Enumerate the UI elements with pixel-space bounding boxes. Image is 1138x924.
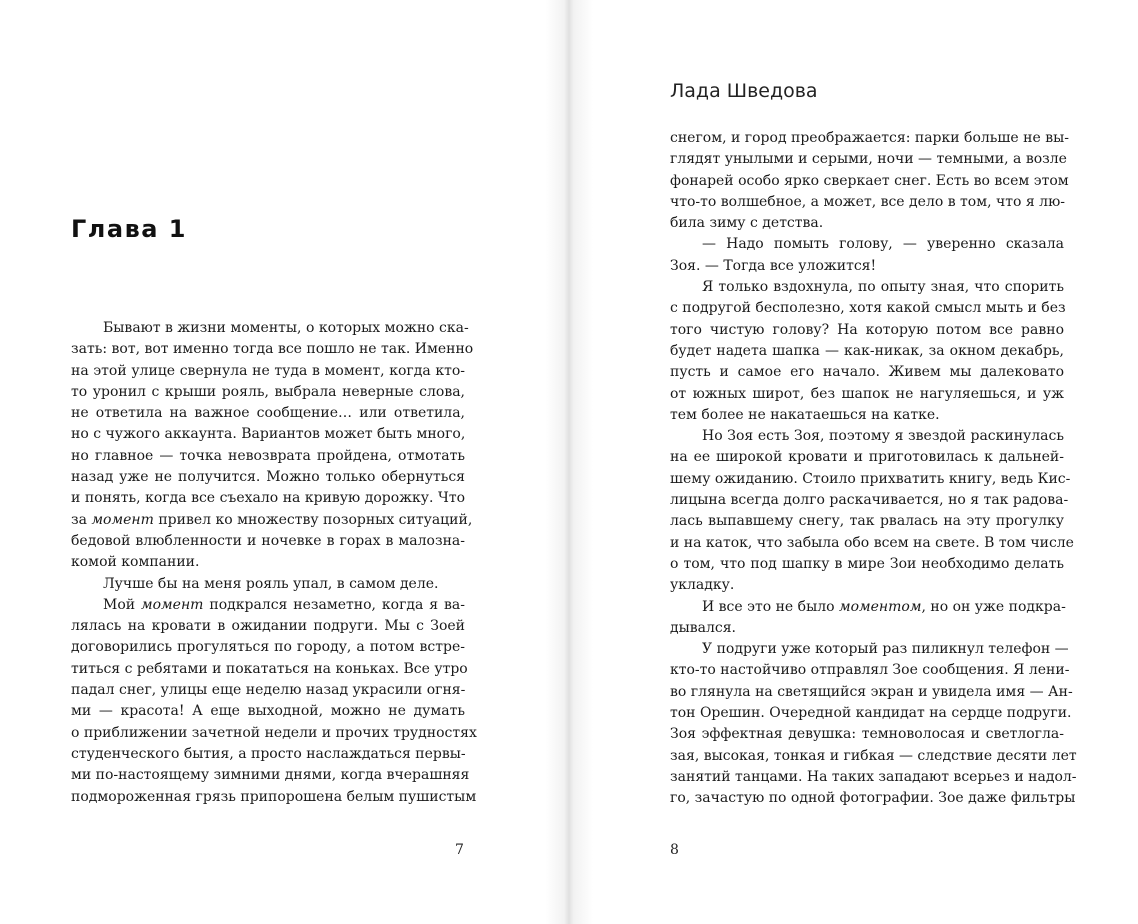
text-line: Бывают в жизни моменты, о которых можно ска-: [103, 320, 469, 336]
text-line: но с чужого аккаунта. Вариантов может быть много,: [71, 426, 466, 443]
left-page-body: [71, 318, 477, 808]
text-line: титься с ребятами и покататься на коньках. Все утро: [71, 660, 468, 677]
page-number-left: 7: [455, 842, 464, 858]
text-line: кто-то настойчиво отправлял Зое сообщения. Я лени-: [670, 662, 1070, 679]
page-number-right: 8: [670, 842, 679, 858]
text-line: зая, высокая, тонкая и гибкая — следствие десяти лет: [670, 747, 1077, 764]
right-page-body: [670, 128, 1077, 810]
text-line: назад уже не получится. Можно только обернуться: [71, 469, 465, 486]
text-line: пусть и самое его начало. Живем мы далековато: [670, 364, 1064, 381]
text-line: договорились прогуляться по городу, а потом встре-: [71, 639, 465, 656]
text-line: будет надета шапка — как-никак, за окном декабрь,: [670, 342, 1064, 359]
text-line: с подругой бесполезно, хотя какой смысл мыть и без: [670, 300, 1066, 317]
text-line: студенческого бытия, а просто наслаждаться первы-: [71, 745, 466, 762]
text-line: бедовой влюбленности и ночевке в горах в малозна-: [71, 532, 465, 549]
text-line: но главное — точка невозврата пройдена, отмотать: [71, 447, 465, 464]
text-line: Зоя эффектная девушка: темноволосая и светлогла-: [670, 726, 1064, 743]
text-line: во глянула на светящийся экран и увидела имя — Ан-: [670, 683, 1073, 700]
text-line: не ответила на важное сообщение… или ответила,: [71, 405, 465, 422]
text-line: того чистую голову? На которую потом все равно: [670, 321, 1064, 338]
text-line: И все это не было моментом, но он уже подкра-: [702, 598, 1066, 615]
text-line: Зоя. — Тогда все уложится!: [670, 257, 877, 274]
text-line: подмороженная грязь припорошена белым пушистым: [71, 788, 477, 805]
text-line: ми — красота! А еще выходной, можно не думать: [71, 703, 465, 720]
text-line: от южных широт, без шапок не нагуляешься, и уж: [670, 385, 1064, 402]
text-line: го, зачастую по одной фотографии. Зое даже фильтры: [670, 790, 1076, 807]
text-line: то уронил с крыши рояль, выбрала неверные слова,: [71, 383, 465, 400]
text-line: Мой момент подкрался незаметно, когда я ва-: [103, 596, 466, 613]
text-line: Я только вздохнула, по опыту зная, что спорить: [702, 279, 1064, 296]
text-line: лялась на кровати в ожидании подруги. Мы с Зоей: [71, 618, 465, 635]
text-line: на ее широкой кровати и приготовилась к дальней-: [670, 449, 1064, 466]
text-line: о приближении зачетной недели и прочих трудностях: [71, 724, 477, 741]
text-line: за момент привел ко множеству позорных ситуаций,: [71, 511, 473, 528]
text-line: лась выпавшему снегу, так рвалась на эту прогулку: [670, 513, 1064, 530]
text-line: ми по-настоящему зимними днями, когда вчерашняя: [71, 767, 470, 784]
text-line: комой компании.: [71, 554, 200, 571]
text-line: снегом, и город преображается: парки больше не вы-: [670, 130, 1069, 146]
text-line: тем более не накатаешься на катке.: [670, 406, 940, 423]
text-line: что-то волшебное, а может, все дело в том, что я лю-: [670, 193, 1065, 210]
text-line: на этой улице свернула не туда в момент, когда кто-: [71, 362, 465, 379]
text-line: фонарей особо ярко сверкает снег. Есть во всем этом: [670, 172, 1069, 189]
running-head-author: Лада Шведова: [670, 80, 818, 102]
chapter-title: Глава 1: [71, 215, 188, 243]
text-line: Но Зоя есть Зоя, поэтому я звездой раскинулась: [702, 428, 1064, 445]
text-line: падал снег, улицы еще неделю назад украсили огня-: [71, 682, 466, 699]
text-line: глядят унылыми и серыми, ночи — темными, а возле: [670, 151, 1067, 168]
text-line: о том, что под шапку в мире Зои необходимо делать: [670, 555, 1064, 572]
text-line: и понять, когда все съехало на кривую дорожку. Что: [71, 490, 465, 507]
text-line: дывался.: [670, 619, 737, 636]
text-line: — Надо помыть голову, — уверенно сказала: [702, 236, 1064, 253]
text-line: лицына всегда долго раскачивается, но я так радова-: [670, 492, 1069, 509]
text-line: шему ожиданию. Стоило прихватить книгу, ведь Кис-: [670, 470, 1071, 487]
text-line: и на каток, что забыла обо всем на свете. В том числе: [670, 534, 1074, 551]
text-line: укладку.: [670, 577, 735, 594]
text-line: била зиму с детства.: [670, 215, 824, 232]
text-line: Лучше бы на меня рояль упал, в самом деле.: [103, 575, 439, 592]
text-line: зать: вот, вот именно тогда все пошло не так. Именно: [71, 341, 474, 358]
text-line: занятий танцами. На таких западают всерьез и надол-: [670, 768, 1077, 785]
text-line: тон Орешин. Очередной кандидат на сердце подруги.: [670, 705, 1072, 722]
text-line: У подруги уже который раз пиликнул телефон —: [702, 641, 1069, 658]
